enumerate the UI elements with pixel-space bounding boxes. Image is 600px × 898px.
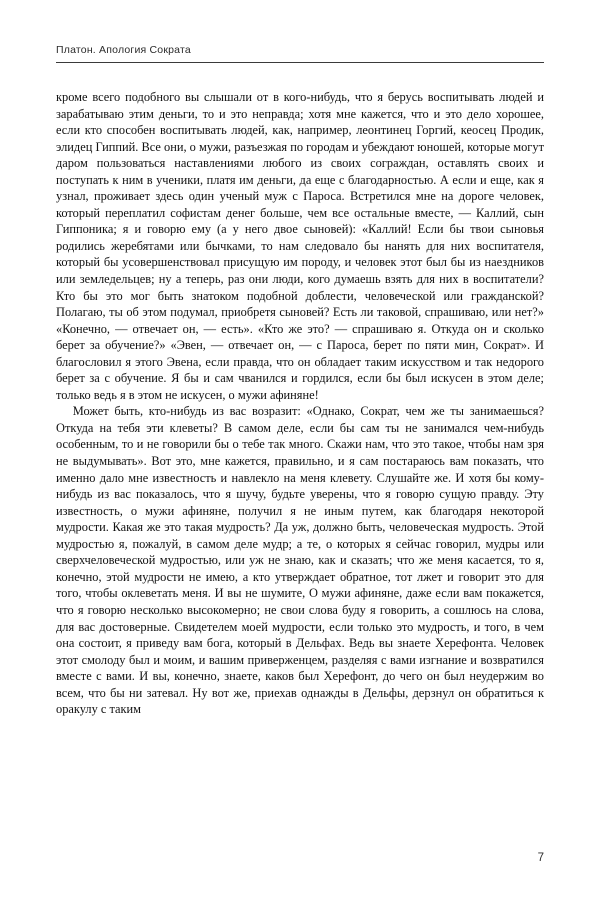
paragraph: Может быть, кто-нибудь из вас возразит: «Однако, Сократ, чем же ты занимаешься? Откуда на тебя эти клеветы? В самом деле, если бы сам ты не занимался чем-нибудь особенным, то и не говорили бы о тебе так много. Скажи нам, что это такое, чтобы нам зря не выдумывать». Вот это, мне кажется, правильно, и я сам постараюсь вам показать, что именно дало мне известность и навлекло на меня клевету. Слушайте же. И хотя бы кому-нибудь из вас показалось, что я шучу, будьте уверены, что я говорю сущую правду. Эту известность, о мужи афиняне, получил я не иным путем, как благодаря некоторой мудрости. Какая же это такая мудрость? Да уж, должно быть, человеческая мудрость. Этой мудростью я, пожалуй, в самом деле мудр; а те, о которых я сейчас говорил, мудры или сверхчеловеческой мудростью, или уж не знаю, как и сказать; что же меня касается, то я, конечно, этой мудрости не имею, а кто утверждает обратное, тот лжет и говорит это для того, чтобы оклеветать меня. И вы не шумите, О мужи афиняне, даже если вам покажется, что я говорю несколько высокомерно; не свои слова буду я говорить, а сошлюсь на слова, для вас достоверные. Свидетелем моей мудрости, если только это мудрость, и того, в чем она состоит, я приведу вам бога, который в Дельфах. Ведь вы знаете Херефонта. Человек этот смолоду был и моим, и вашим приверженцем, разделяя с вами изгнание и возвратился вместе с вами. И вы, конечно, знаете, каков был Херефонт, до чего он был неудержим во всем, что бы ни затевал. Ну вот же, приехав однажды в Дельфы, дерзнул он обратиться к оракулу с таким	[56, 404, 544, 717]
body-text	[56, 89, 544, 718]
page-number: 7	[537, 852, 544, 864]
running-head: Платон. Апология Сократа	[56, 44, 191, 56]
paragraph: кроме всего подобного вы слышали от в кого-нибудь, что я берусь воспитывать людей и зарабатываю этим деньги, то и это неправда; хотя мне кажется, что и это дело хорошее, если кто способен воспитывать людей, как, например, леонтинец Горгий, кеосец Продик, элидец Гиппий. Все они, о мужи, разъезжая по городам и убеждают юношей, которые могут даром пользоваться наставлениями любого из своих сограждан, оставлять своих и поступать к ним в ученики, платя им деньги, да еще с благодарностью. А если и еще, как я узнал, проживает здесь один ученый муж с Пароса. Встретился мне на дороге человек, который переплатил софистам денег больше, чем все остальные вместе, — Каллий, сын Гиппоника; я и говорю ему (а у него двое сыновей): «Каллий! Если бы твои сыновья родились жеребятами или бычками, то нам следовало бы нанять для них воспитателя, который бы усовершенствовал присущую им породу, и человек этот был бы из наездников или земледельцев; ну а теперь, раз они люди, кого думаешь взять для них в воспитатели? Кто бы это мог быть знатоком подобной доблести, человеческой или гражданской? Полагаю, ты об этом подумал, приобретя сыновей? Есть ли таковой, спрашиваю, или нет?» «Конечно, — отвечает он, — есть». «Кто же это? — спрашиваю я. Откуда он и сколько берет за обучение?» «Эвен, — отвечает он, — с Пароса, берет по пяти мин, Сократ». И благословил я этого Эвена, если правда, что он обладает таким искусством и так недорого берет за с обучение. Я бы и сам чванился и гордился, если бы был искусен в этом деле; только ведь я в этом не искусен, о мужи афиняне!	[56, 90, 544, 402]
header-divider	[56, 62, 544, 63]
